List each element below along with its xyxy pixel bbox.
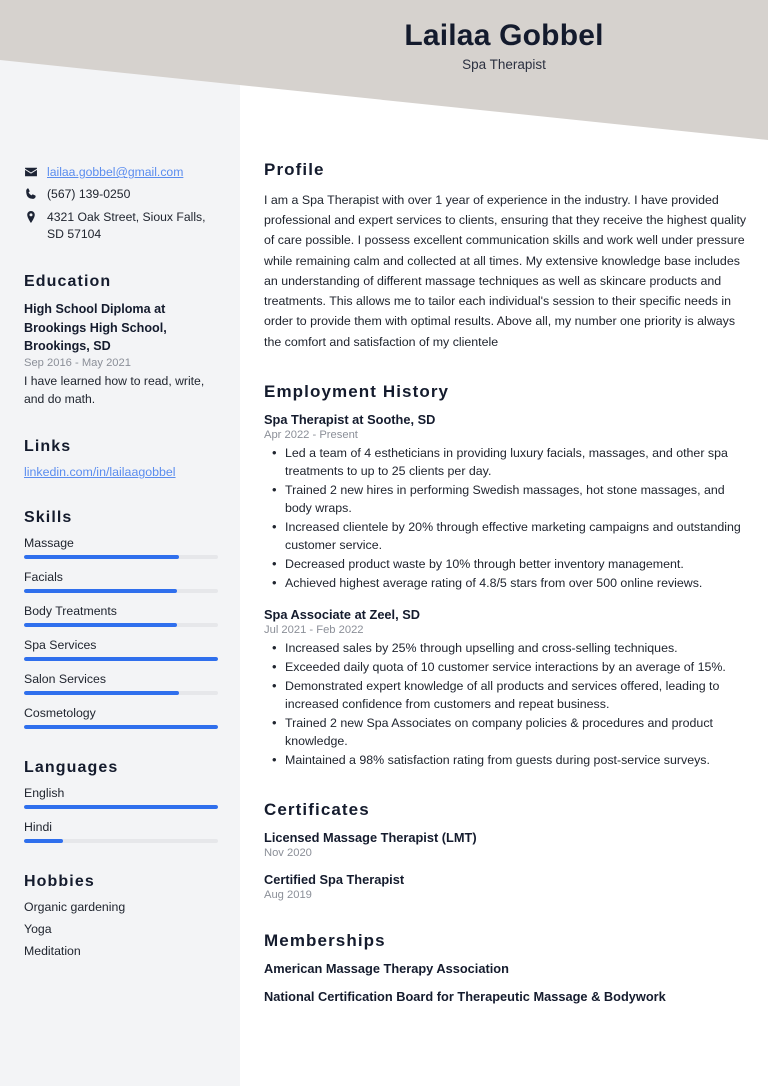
language-bar-track [24,839,218,843]
profile-section [264,160,752,352]
skill-bar-track [24,589,218,593]
job-bullet: • Trained 2 new Spa Associates on company policies & procedures and product knowledge. [266,715,752,751]
job-bullet: • Demonstrated expert knowledge of all products and services offered, leading to increased confidence from customers and repeat business. [266,678,752,714]
profile-text: I am a Spa Therapist with over 1 year of experience in the industry. I have provided professional and expert services to clients, ensuring that they receive the highest quality of care possible. I possess excellent communication skills and work well under pressure while remaining calm and collected at all times. My extensive knowledge base includes an understanding of different massage techniques as well as skincare products and treatments. This allows me to tailor each individual's session to their specific needs in order to provide them with optimal results. Above all, my number one priority is always the comfort and satisfaction of my clientele [264,193,747,349]
job-bullet: • Exceeded daily quota of 10 customer service interactions by an average of 15%. [266,659,752,677]
education-heading: Education [24,273,112,291]
skill-label: Cosmetology [24,706,96,721]
languages-list [24,786,218,843]
job-title: Spa Therapist at Soothe, SD [264,411,436,427]
job-bullets [266,445,752,593]
main-content [264,0,752,1017]
map-pin-icon [24,210,38,225]
job-bullet: • Decreased product waste by 10% through better inventory management. [266,556,752,574]
language-bar-track [24,805,218,809]
contact-email-row[interactable] [24,164,218,181]
job-bullet: • Maintained a 98% satisfaction rating from guests during post-service surveys. [266,752,752,770]
skills-heading: Skills [24,509,73,527]
skill-bar-track [24,555,218,559]
hobby-item: Organic gardening [24,900,126,915]
job-bullet: • Trained 2 new hires in performing Swedish massages, hot stone massages, and body wraps. [266,482,752,518]
contact-phone-row [24,186,218,203]
certificate-date: Nov 2020 [264,846,312,859]
certificate-item [264,830,752,859]
certificates-section [264,800,752,901]
job-entry [264,412,752,593]
hobby-item: Yoga [24,922,52,937]
skill-bar-fill [24,555,179,559]
job-bullet: • Increased sales by 25% through upselling and cross-selling techniques. [266,640,752,658]
skill-bar-fill [24,725,218,729]
skill-label: Body Treatments [24,604,117,619]
language-item [24,820,218,843]
envelope-icon [24,165,38,180]
education-item [24,300,218,408]
membership-item: National Certification Board for Therapeutic Massage & Bodywork [264,988,666,1004]
language-bar-fill [24,805,218,809]
skill-label: Massage [24,536,74,551]
skill-bar-track [24,657,218,661]
skill-bar-fill [24,691,179,695]
skill-item [24,672,218,695]
job-bullet: • Increased clientele by 20% through effective marketing campaigns and outstanding customer service. [266,519,752,555]
linkedin-link[interactable]: linkedin.com/in/lailaagobbel [24,465,176,480]
certificate-item [264,872,752,901]
skills-list [24,536,218,729]
job-entry [264,607,752,770]
skill-bar-track [24,691,218,695]
memberships-heading: Memberships [264,930,386,950]
skill-item [24,604,218,627]
membership-item: American Massage Therapy Association [264,960,509,976]
hobby-item: Meditation [24,944,81,959]
skill-bar-fill [24,623,177,627]
links-heading: Links [24,438,72,456]
job-bullets [266,640,752,770]
contact-address-row [24,209,218,244]
skill-label: Facials [24,570,63,585]
page-title: Lailaa Gobbel [404,19,604,52]
skill-item [24,570,218,593]
memberships-section [264,931,752,1004]
phone-icon [24,187,38,202]
skill-label: Spa Services [24,638,97,653]
education-description: I have learned how to read, write, and do math. [24,374,205,406]
language-bar-fill [24,839,63,843]
skill-bar-fill [24,657,218,661]
address-value: 4321 Oak Street, Sioux Falls, SD 57104 [47,209,206,241]
hobbies-list [24,900,218,958]
hobbies-heading: Hobbies [24,873,95,891]
job-bullet: • Led a team of 4 estheticians in providing luxury facials, massages, and other spa treatments to up to 25 clients per day. [266,445,752,481]
skill-bar-track [24,623,218,627]
employment-section [264,382,752,770]
sidebar [0,0,240,1086]
certificates-heading: Certificates [264,799,370,819]
job-title: Spa Associate at Zeel, SD [264,606,420,622]
certificate-title: Licensed Massage Therapist (LMT) [264,829,477,845]
skill-bar-fill [24,589,177,593]
languages-heading: Languages [24,759,119,777]
candidate-role: Spa Therapist [462,57,546,73]
language-label: English [24,786,65,801]
links-list [24,465,218,479]
skill-bar-track [24,725,218,729]
skill-item [24,638,218,661]
job-date: Apr 2022 - Present [264,428,358,441]
certificate-date: Aug 2019 [264,888,312,901]
education-date: Sep 2016 - May 2021 [24,357,131,370]
language-item [24,786,218,809]
skill-item [24,536,218,559]
language-label: Hindi [24,820,53,835]
email-link[interactable]: lailaa.gobbel@gmail.com [47,165,184,179]
phone-value: (567) 139-0250 [47,187,131,202]
certificate-title: Certified Spa Therapist [264,871,405,887]
header [240,18,768,72]
skill-item [24,706,218,729]
education-title: High School Diploma at Brookings High School, Brookings, SD [24,302,167,353]
profile-heading: Profile [264,160,325,179]
job-bullet: • Achieved highest average rating of 4.8/5 stars from over 500 online reviews. [266,575,752,593]
employment-heading: Employment History [264,381,450,401]
job-date: Jul 2021 - Feb 2022 [264,623,364,636]
skill-label: Salon Services [24,672,107,687]
